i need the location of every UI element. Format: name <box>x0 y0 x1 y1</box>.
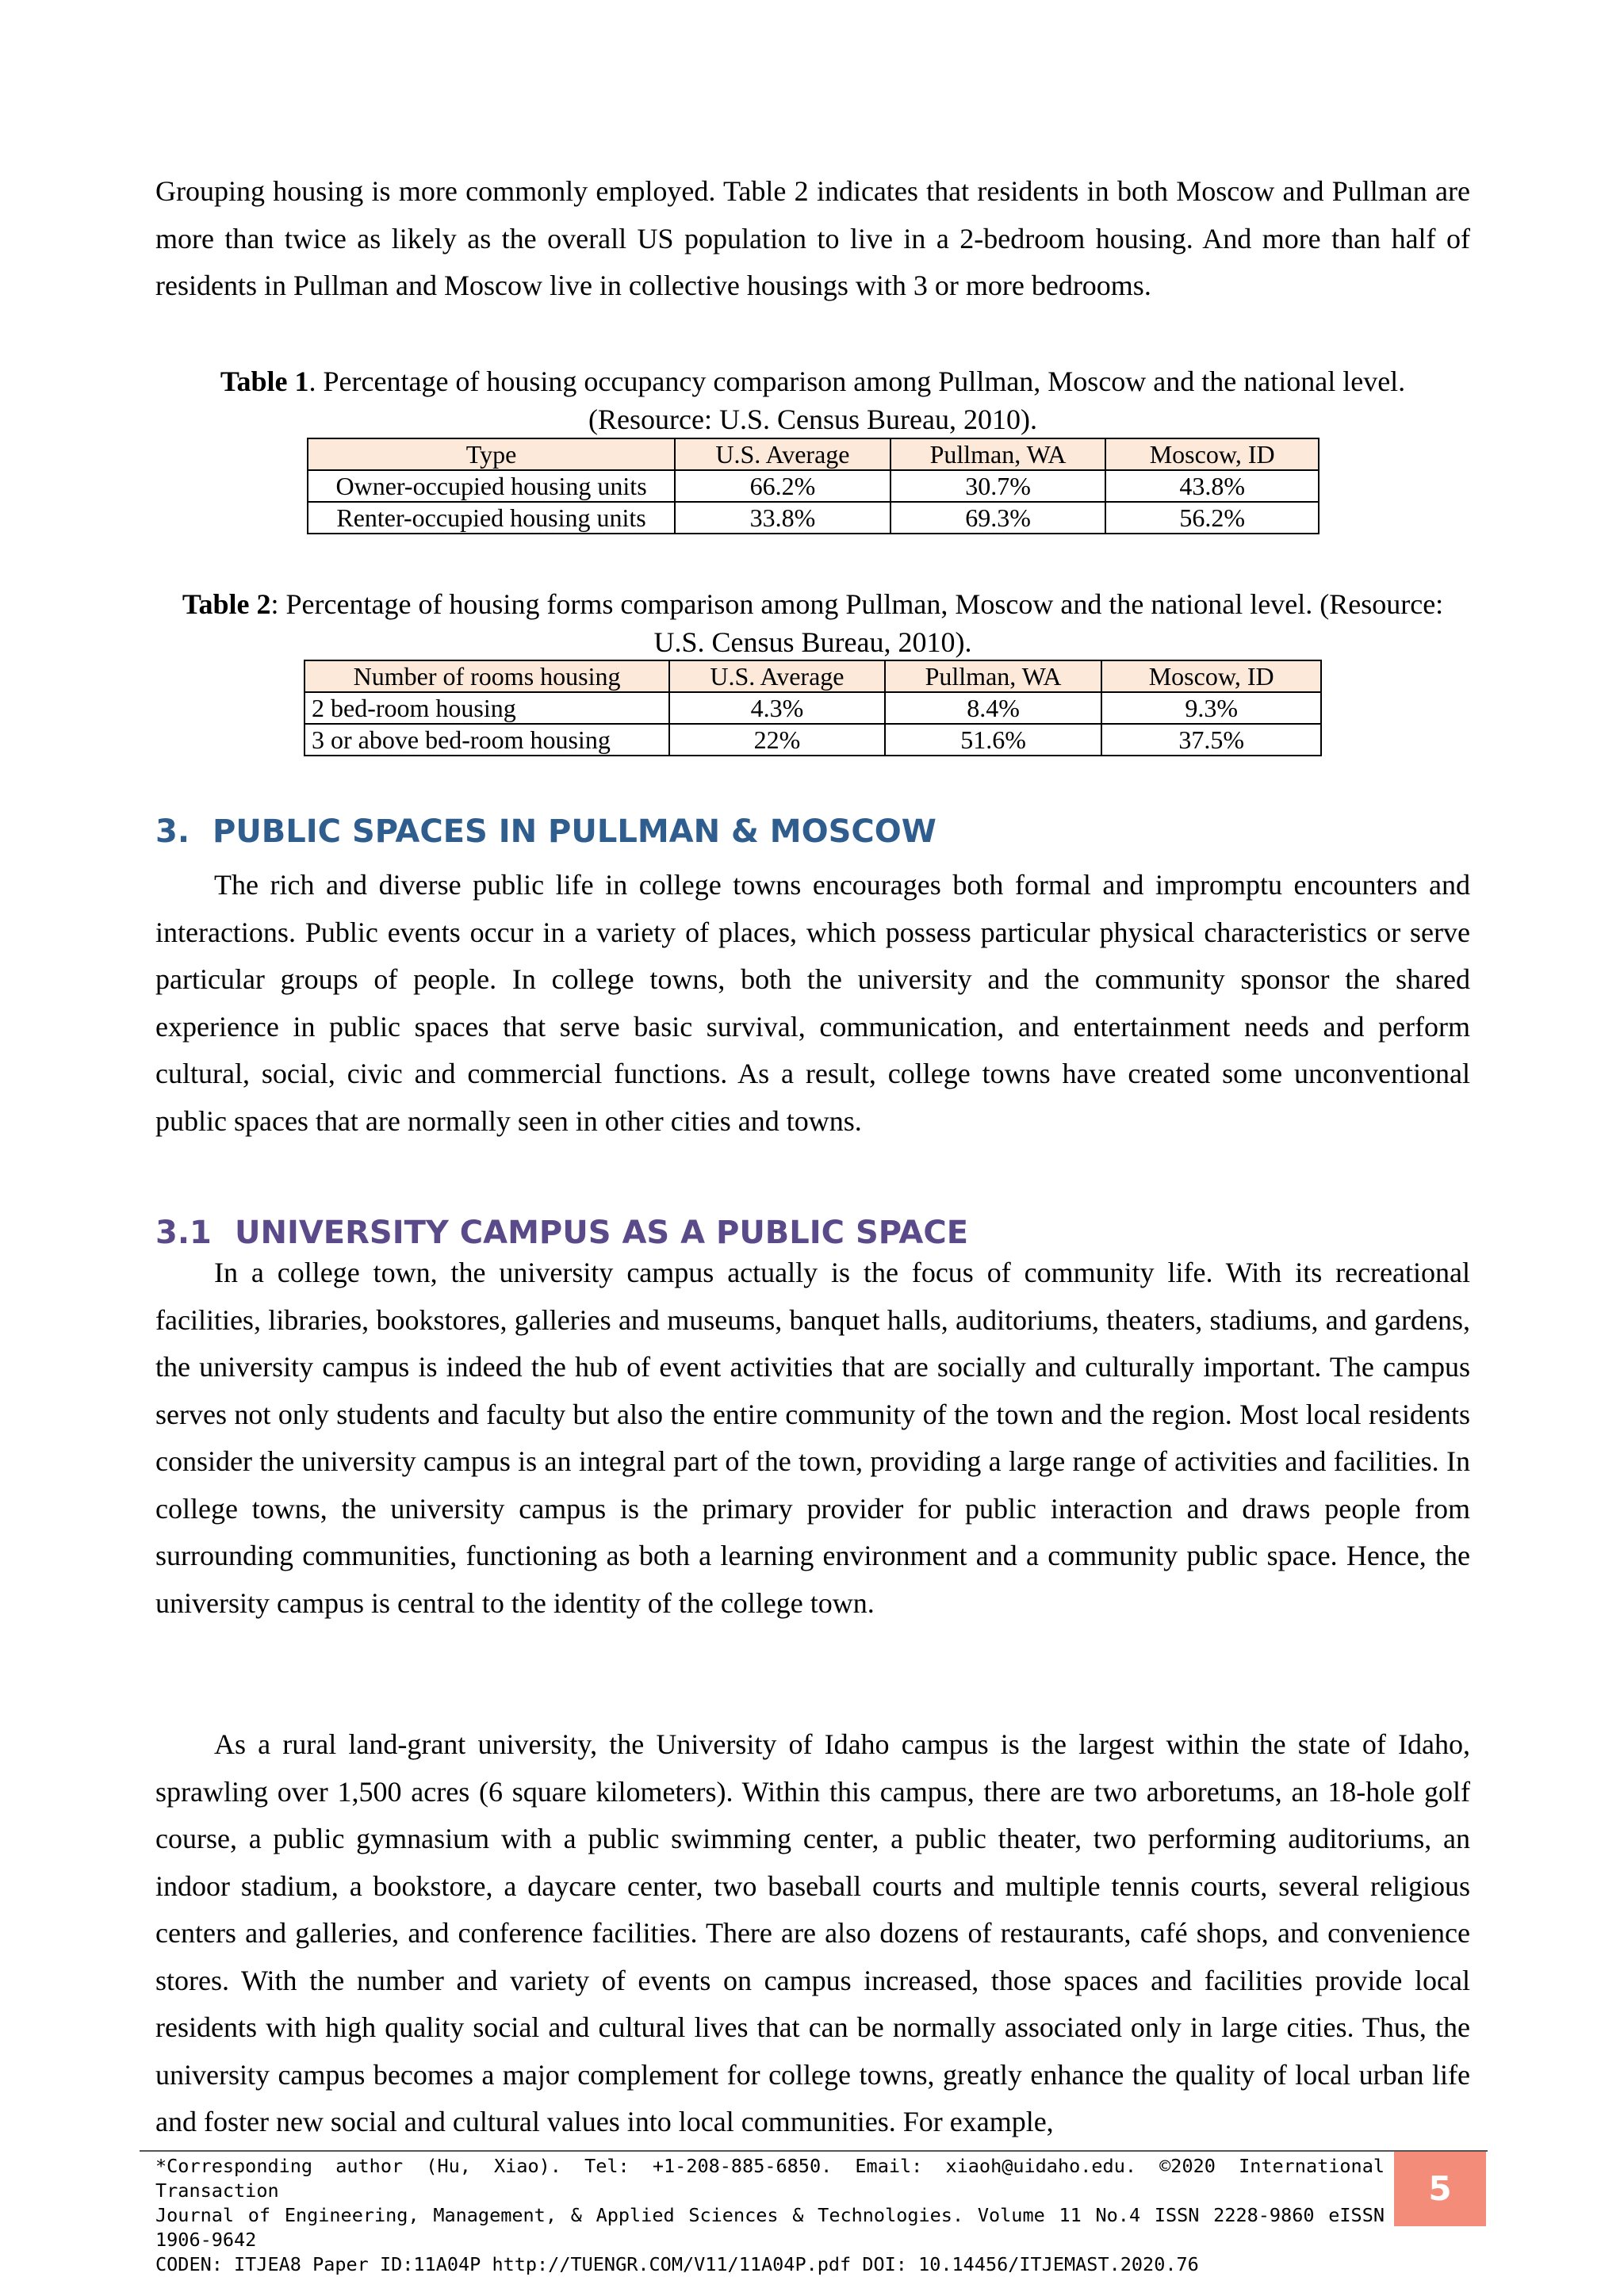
footer-line-2: Journal of Engineering, Management, & Applied Sciences & Technologies. Volume 11 No.4 ISSN 2228-9860 eISSN 1906-9642 <box>155 2204 1385 2251</box>
table-cell: Renter-occupied housing units <box>308 502 675 534</box>
table-cell: 9.3% <box>1101 692 1321 724</box>
table-cell: 69.3% <box>891 502 1106 534</box>
table-row <box>308 502 1319 534</box>
section-3-1-heading <box>155 1213 968 1253</box>
table-row <box>304 692 1321 724</box>
section-3-1-number: 3.1 <box>155 1215 212 1251</box>
footer-line-3: CODEN: ITJEA8 Paper ID:11A04P http://TUENGR.COM/V11/11A04P.pdf DOI: 10.14456/ITJEMAST.2020.76 <box>155 2253 1199 2275</box>
table-row <box>304 724 1321 756</box>
table-cell: 43.8% <box>1105 470 1319 502</box>
page-number: 5 <box>1394 2152 1486 2226</box>
table-cell: Owner-occupied housing units <box>308 470 675 502</box>
table-cell: 33.8% <box>675 502 891 534</box>
table-cell: 51.6% <box>885 724 1102 756</box>
table-cell: 2 bed-room housing <box>304 692 669 724</box>
table2-header-row <box>304 660 1321 692</box>
table1-caption <box>155 362 1470 438</box>
section-3-heading <box>155 812 936 851</box>
table2-caption-text: : Percentage of housing forms comparison among Pullman, Moscow and the national level. (Resource: U.S. Census Bureau, 2010). <box>270 588 1444 658</box>
table1-label: Table 1 <box>220 365 309 397</box>
footer <box>155 2154 1385 2277</box>
table1-header-cell: Pullman, WA <box>891 438 1106 470</box>
table-row <box>308 470 1319 502</box>
section-3-1-paragraph-1: In a college town, the university campus actually is the focus of community life. With its recreational facilities, libraries, bookstores, galleries and museums, banquet halls, auditoriums, theaters, stadiums, and gardens, the university campus is indeed the hub of event activities that are socially and culturally important. The campus serves not only students and faculty but also the entire community of the town and the region. Most local residents consider the university campus is an integral part of the town, providing a large range of activities and facilities. In college towns, the university campus is the primary provider for public interaction and draws people from surrounding communities, functioning as both a learning environment and a community public space. Hence, the university campus is central to the identity of the college town. <box>155 1257 1470 1619</box>
table2-header-cell: U.S. Average <box>669 660 885 692</box>
table-cell: 22% <box>669 724 885 756</box>
table-cell: 3 or above bed-room housing <box>304 724 669 756</box>
table-cell: 8.4% <box>885 692 1102 724</box>
table1-header-cell: U.S. Average <box>675 438 891 470</box>
footer-line-1: *Corresponding author (Hu, Xiao). Tel: +1-208-885-6850. Email: xiaoh@uidaho.edu. ©2020 International Transaction <box>155 2155 1385 2202</box>
table1-caption-text: . Percentage of housing occupancy comparison among Pullman, Moscow and the national level. (Resource: U.S. Census Bureau, 2010). <box>308 365 1406 435</box>
table2 <box>304 660 1322 756</box>
table2-label: Table 2 <box>182 588 271 620</box>
table-cell: 30.7% <box>891 470 1106 502</box>
table1-header-cell: Type <box>308 438 675 470</box>
table-cell: 66.2% <box>675 470 891 502</box>
section-3-1-title: UNIVERSITY CAMPUS AS A PUBLIC SPACE <box>235 1215 969 1251</box>
table-cell: 37.5% <box>1101 724 1321 756</box>
table-cell: 56.2% <box>1105 502 1319 534</box>
table1 <box>307 438 1320 534</box>
table2-header-cell: Moscow, ID <box>1101 660 1321 692</box>
section-3-number: 3. <box>155 813 190 850</box>
table2-caption <box>155 585 1470 661</box>
section-3-1-paragraph-2: As a rural land-grant university, the University of Idaho campus is the largest within the state of Idaho, sprawling over 1,500 acres (6 square kilometers). Within this campus, there are two arboretums, an 18-hole golf course, a public gymnasium with a public swimming center, a public theater, two performing auditoriums, an indoor stadium, a bookstore, a daycare center, two baseball courts and multiple tennis courts, several religious centers and galleries, and conference facilities. There are also dozens of restaurants, café shops, and convenience stores. With the number and variety of events on campus increased, those spaces and facilities provide local residents with high quality social and cultural lives that can be normally associated only in large cities. Thus, the university campus becomes a major complement for college towns, greatly enhance the quality of local urban life and foster new social and cultural values into local communities. For example, <box>155 1728 1470 2137</box>
section-3-title: PUBLIC SPACES IN PULLMAN & MOSCOW <box>213 813 936 850</box>
table-cell: 4.3% <box>669 692 885 724</box>
intro-paragraph: Grouping housing is more commonly employed. Table 2 indicates that residents in both Moscow and Pullman are more than twice as likely as the overall US population to live in a 2-bedroom housing. And more than half of residents in Pullman and Moscow live in collective housings with 3 or more bedrooms. <box>155 175 1470 301</box>
section-3-paragraph: The rich and diverse public life in college towns encourages both formal and impromptu encounters and interactions. Public events occur in a variety of places, which possess particular physical characteristics or serve particular groups of people. In college towns, both the university and the community sponsor the shared experience in public spaces that serve basic survival, communication, and entertainment needs and perform cultural, social, civic and commercial functions. As a result, college towns have created some unconventional public spaces that are normally seen in other cities and towns. <box>155 869 1470 1137</box>
table2-header-cell: Pullman, WA <box>885 660 1102 692</box>
table2-header-cell: Number of rooms housing <box>304 660 669 692</box>
table1-header-cell: Moscow, ID <box>1105 438 1319 470</box>
table1-header-row <box>308 438 1319 470</box>
footer-divider <box>140 2150 1488 2152</box>
